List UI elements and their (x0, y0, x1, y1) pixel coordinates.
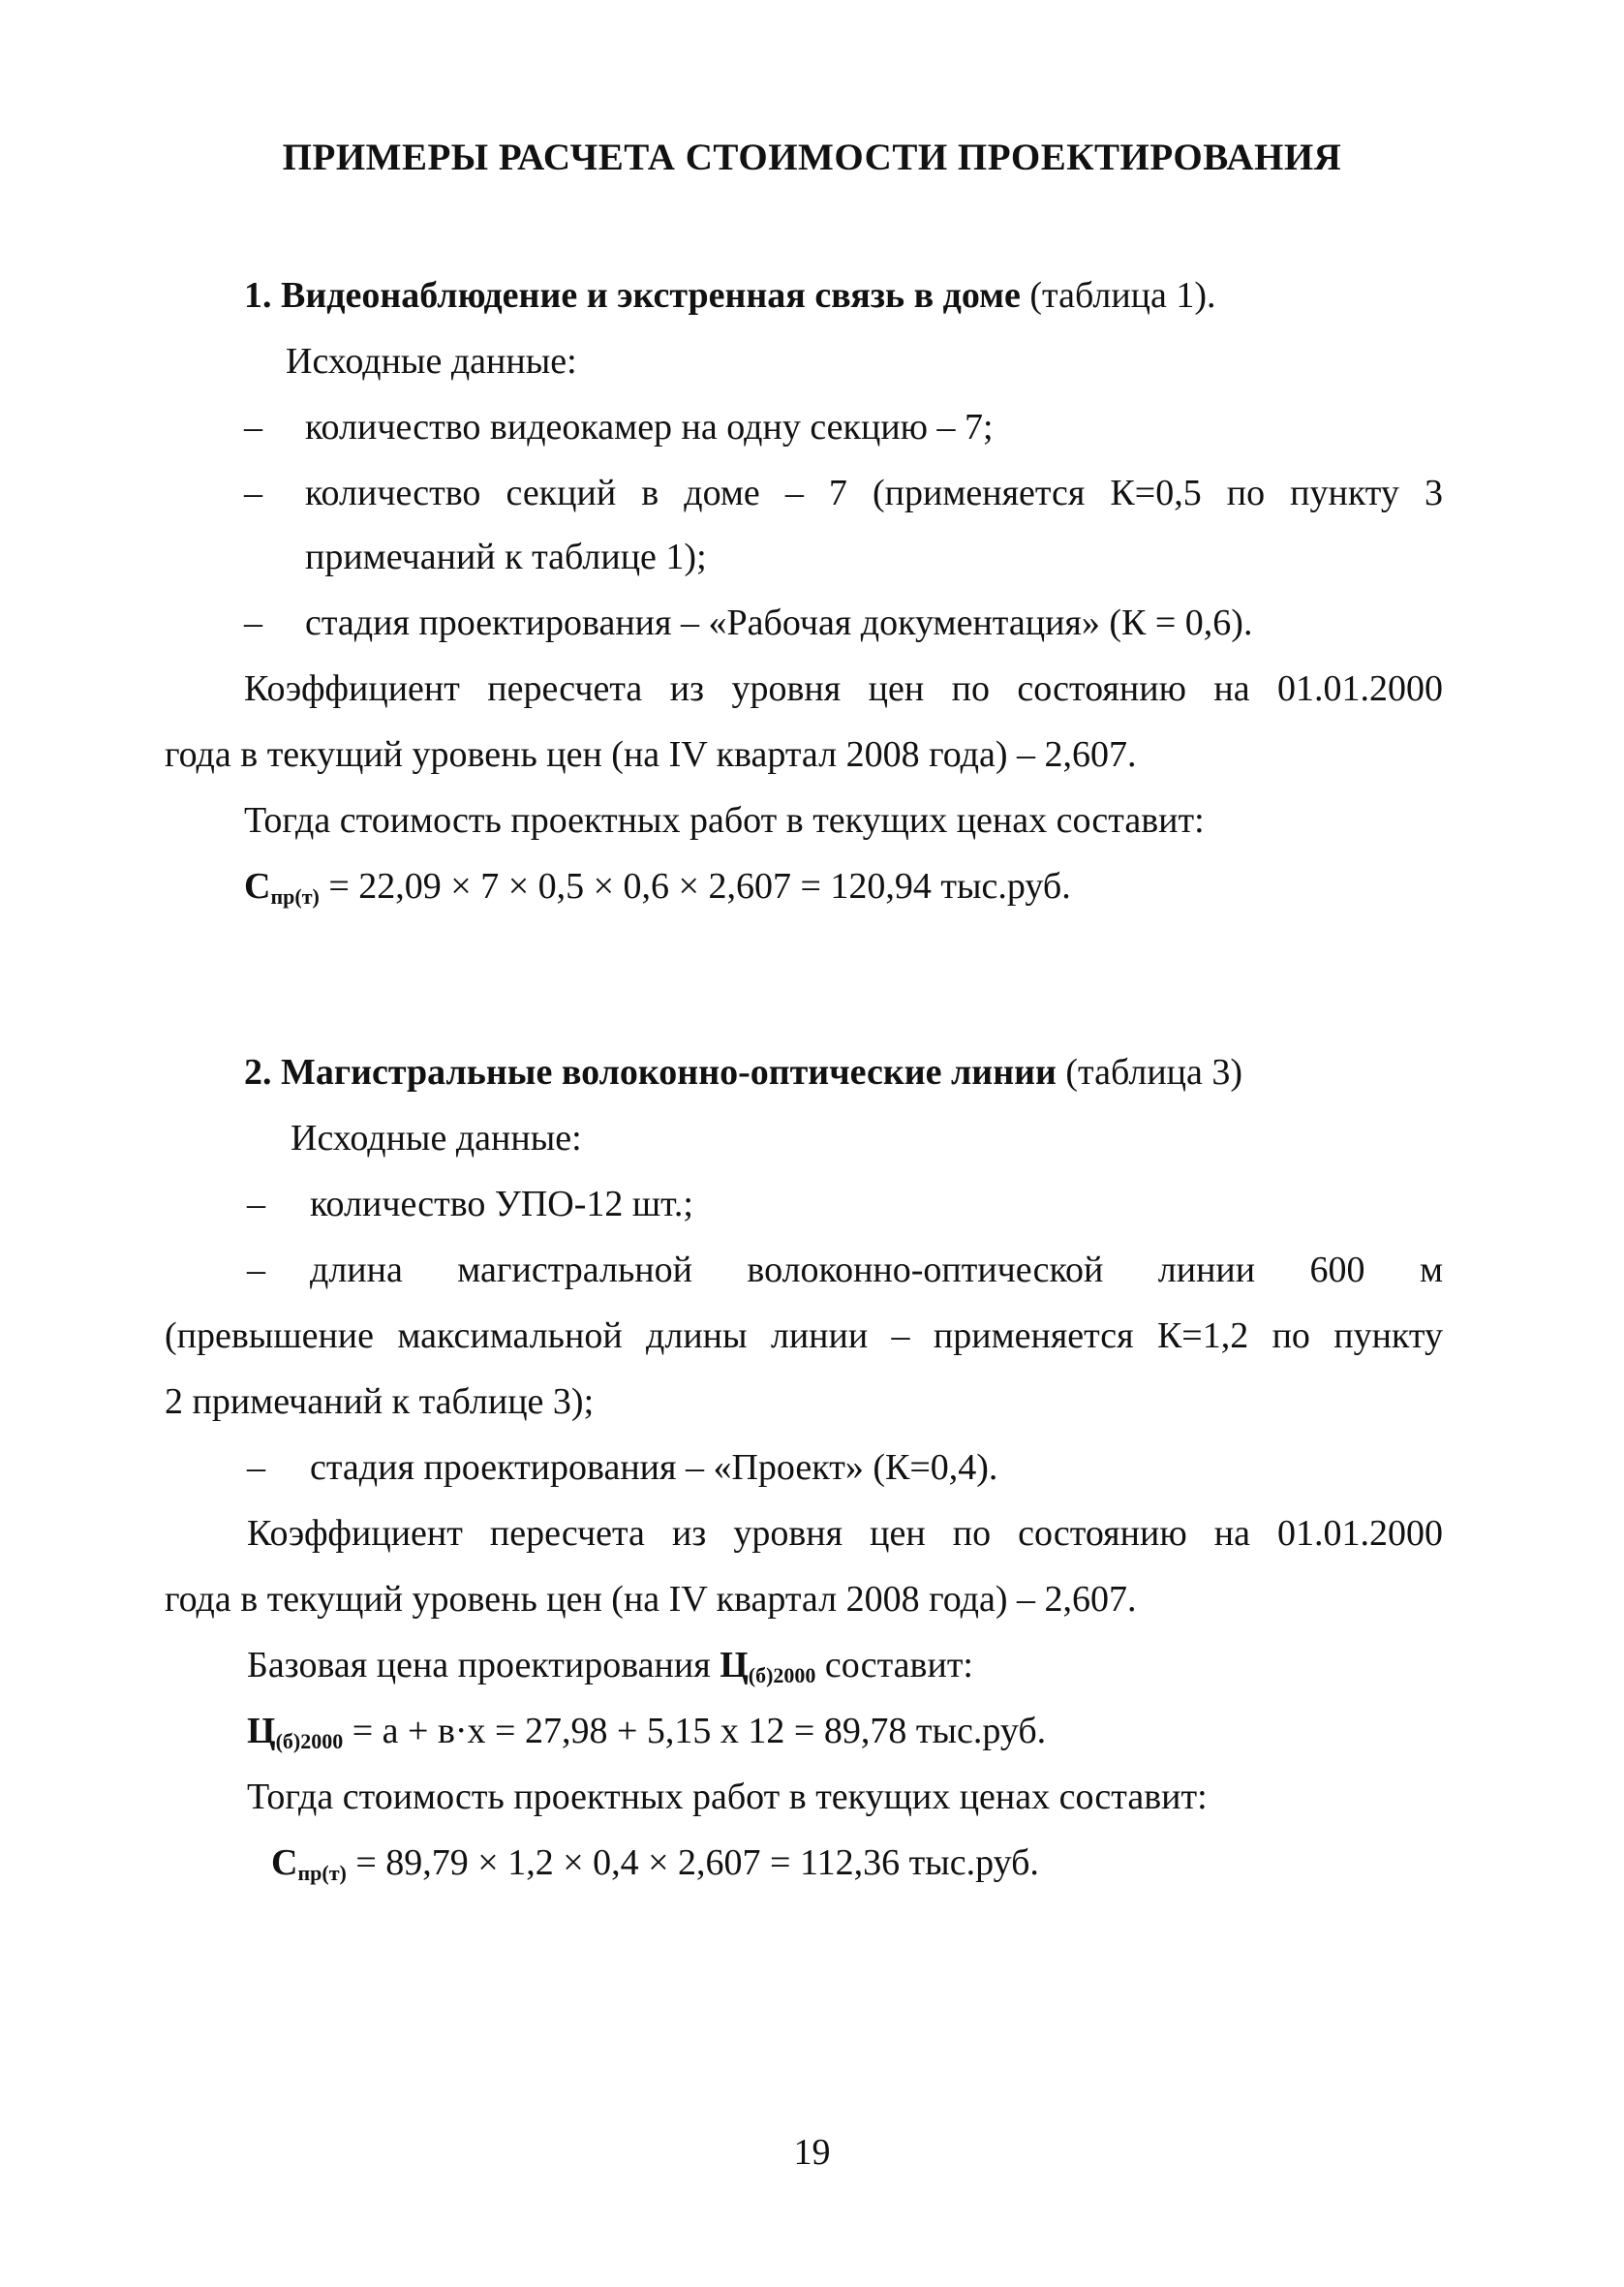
base-text-suffix: составит: (815, 1645, 973, 1685)
base-formula-subscript: (б)2000 (275, 1729, 344, 1753)
page-title: ПРИМЕРЫ РАСЧЕТА СТОИМОСТИ ПРОЕКТИРОВАНИЯ (282, 137, 1342, 178)
section2-bullet1: количество УПО-12 шт.; (310, 1184, 693, 1224)
section2-coef-line1 (247, 1511, 1443, 1556)
section1-formula (244, 864, 1071, 919)
section2-input-label: Исходные данные: (291, 1118, 582, 1159)
formula-symbol: С (271, 1842, 298, 1883)
bullet-dash: – (247, 1250, 265, 1290)
section1-bullet2-line2: примечаний к таблице 1); (305, 537, 707, 577)
formula-expression: = 22,09 × 7 × 0,5 × 0,6 × 2,607 = 120,94 тыс.руб. (319, 866, 1071, 907)
section2-coef-line2: года в текущий уровень цен (на IV квартал 2008 года) – 2,607. (165, 1579, 1137, 1620)
base-symbol: Ц (720, 1645, 749, 1685)
base-formula-expression: = а + в·х = 27,98 + 5,15 х 12 = 89,78 тыс.руб. (343, 1711, 1047, 1751)
formula-subscript: пр(т) (270, 884, 320, 909)
section2-heading (244, 1050, 1242, 1095)
base-text-prefix: Базовая цена проектирования (247, 1645, 720, 1685)
bullet-dash: – (247, 1184, 265, 1224)
section1-coef-line1 (244, 666, 1443, 711)
base-formula-symbol: Ц (247, 1711, 276, 1751)
section2-bullet2-line2 (165, 1313, 1443, 1358)
section1-input-label: Исходные данные: (286, 341, 577, 382)
formula-symbol: С (244, 866, 271, 907)
section1-bullet2-line1 (305, 471, 1443, 515)
section1-heading-rest: (таблица 1). (1020, 275, 1216, 316)
bullet-dash: – (247, 1447, 265, 1488)
section2-base-formula (247, 1709, 1046, 1764)
section2-base-text (247, 1643, 973, 1698)
section2-bullet2-line1-text: длина магистральной волоконно-оптической линии 600 м (310, 1250, 1443, 1290)
section2-heading-bold: 2. Магистральные волоконно-оптические линии (244, 1052, 1057, 1093)
section2-bullet2-line3: 2 примечаний к таблице 3); (165, 1381, 595, 1422)
section2-bullet2-line2-text: (превышение максимальной длины линии – применяется К=1,2 по пункту (165, 1315, 1443, 1356)
section1-bullet2-line1-text: количество секций в доме – 7 (применяется К=0,5 по пункту 3 (305, 473, 1443, 513)
section2-bullet3: стадия проектирования – «Проект» (К=0,4). (310, 1447, 998, 1488)
formula-subscript: пр(т) (297, 1861, 347, 1885)
bullet-dash: – (244, 473, 262, 513)
section2-formula (271, 1840, 1039, 1896)
section1-coef-line2: года в текущий уровень цен (на IV квартал 2008 года) – 2,607. (165, 734, 1137, 775)
section1-heading (244, 273, 1216, 318)
section1-then-text: Тогда стоимость проектных работ в текущих ценах составит: (244, 800, 1205, 841)
formula-expression: = 89,79 × 1,2 × 0,4 × 2,607 = 112,36 тыс.руб. (346, 1842, 1039, 1883)
page-number: 19 (793, 2132, 831, 2173)
section1-coef-line1-text: Коэффициент пересчета из уровня цен по состоянию на 01.01.2000 (244, 668, 1443, 709)
bullet-dash: – (244, 407, 262, 448)
base-subscript: (б)2000 (748, 1663, 816, 1687)
section2-coef-line1-text: Коэффициент пересчета из уровня цен по состоянию на 01.01.2000 (247, 1513, 1443, 1554)
section2-then-text: Тогда стоимость проектных работ в текущих ценах составит: (247, 1777, 1208, 1817)
section2-bullet2-line1 (310, 1248, 1443, 1292)
bullet-dash: – (244, 603, 262, 643)
section1-bullet3: стадия проектирования – «Рабочая документация» (К = 0,6). (305, 603, 1253, 643)
section1-heading-bold: 1. Видеонаблюдение и экстренная связь в доме (244, 275, 1021, 316)
section1-bullet1: количество видеокамер на одну секцию – 7; (305, 407, 994, 448)
section2-heading-rest: (таблица 3) (1056, 1052, 1243, 1093)
